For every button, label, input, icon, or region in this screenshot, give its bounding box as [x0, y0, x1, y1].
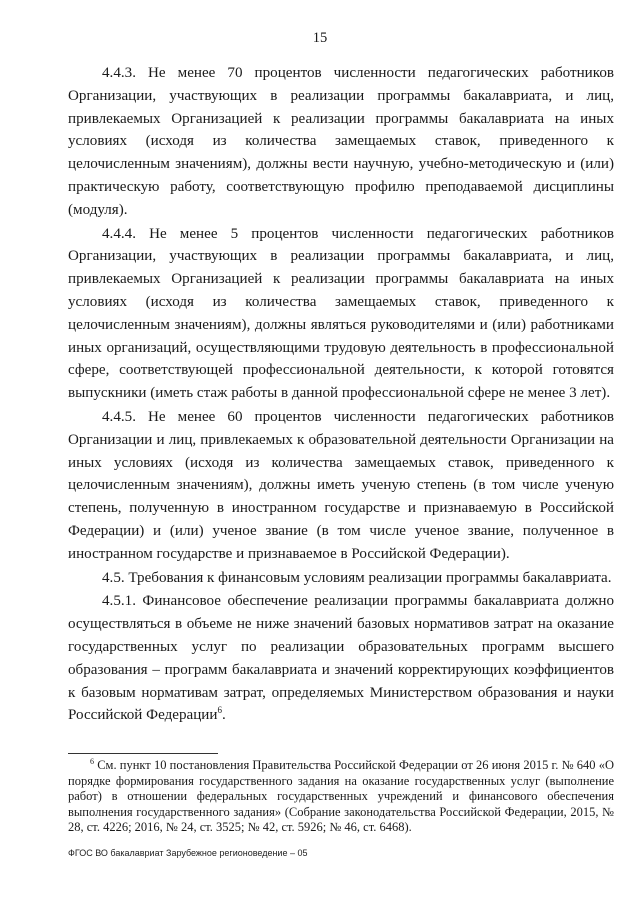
footnote-marker: 6	[90, 756, 94, 766]
footnote-text: См. пункт 10 постановления Правительства Российской Федерации от 26 июня 2015 г. № 640 «О порядке формирования государственного задания на оказание государственных услуг (выполнение работ) в отношении федеральных государственных учреждений и финансового обеспечения выполнения государственного задания» (Собрание законодательства Российской Федерации, 2015, № 28, ст. 4226; 2016, № 24, ст. 3525; № 42, ст. 5926; № 46, ст. 6468).	[68, 758, 614, 834]
footnote	[68, 758, 614, 836]
page-number: 15	[312, 30, 328, 46]
footnote-reference[interactable]: 6	[217, 705, 222, 716]
document-body	[68, 62, 614, 727]
document-footer: ФГОС ВО бакалавриат Зарубежное регионоведение – 05	[68, 848, 308, 858]
paragraph-4-4-5: 4.4.5. Не менее 60 процентов численности педагогических работников Организации и лиц, привлекаемых к образовательной деятельности Организации на иных условиях (исходя из количества замещаемых ставок, приведенного к целочисленным значениям), должны иметь ученую степень (в том числе ученую степень, полученную в иностранном государстве и признаваемую в Российской Федерации) и (или) ученое звание (в том числе ученое звание, полученное в иностранном государстве и признаваемое в Российской Федерации).	[68, 408, 614, 562]
paragraph-4-5-1: 4.5.1. Финансовое обеспечение реализации программы бакалавриата должно осуществляться в объеме не ниже значений базовых нормативов затрат на оказание государственных услуг по реализации образовательных программ высшего образования – программ бакалавриата и значений корректирующих коэффициентов к базовым нормативам затрат, определяемых Министерством образования и науки Российской Федерации$^6$.	[68, 593, 614, 724]
paragraph-4-4-3: 4.4.3. Не менее 70 процентов численности педагогических работников Организации, участвующих в реализации программы бакалавриата, и лиц, привлекаемых Организацией к реализации программы бакалавриата на иных условиях (исходя из количества замещаемых ставок, приведенного к целочисленным значениям), должны вести научную, учебно-методическую и (или) практическую работу, соответствующую профилю преподаваемой дисциплины (модуля).	[68, 65, 614, 218]
paragraph-4-5-1-text: 4.5.1. Финансовое обеспечение реализации программы бакалавриата должно осуществляться в объеме не ниже значений базовых нормативов затрат на оказание государственных услуг по реализации образовательных программ высшего образования – программ бакалавриата и значений корректирующих коэффициентов к базовым нормативам затрат, определяемых Министерством образования и науки Российской Федерации	[68, 593, 614, 724]
footnote-separator	[68, 753, 218, 754]
paragraph-4-5: 4.5. Требования к финансовым условиям реализации программы бакалавриата.	[102, 569, 612, 586]
paragraph-4-4-4: 4.4.4. Не менее 5 процентов численности педагогических работников Организации, участвующих в реализации программы бакалавриата, и лиц, привлекаемых Организацией к реализации программы бакалавриата на иных условиях (исходя из количества замещаемых ставок, приведенного к целочисленным значениям), должны являться руководителями и (или) работниками иных организаций, осуществляющими трудовую деятельность в профессиональной сфере, соответствующей профессиональной деятельности, к которой готовятся выпускники (иметь стаж работы в данной профессиональной сфере не менее 3 лет).	[68, 225, 614, 402]
